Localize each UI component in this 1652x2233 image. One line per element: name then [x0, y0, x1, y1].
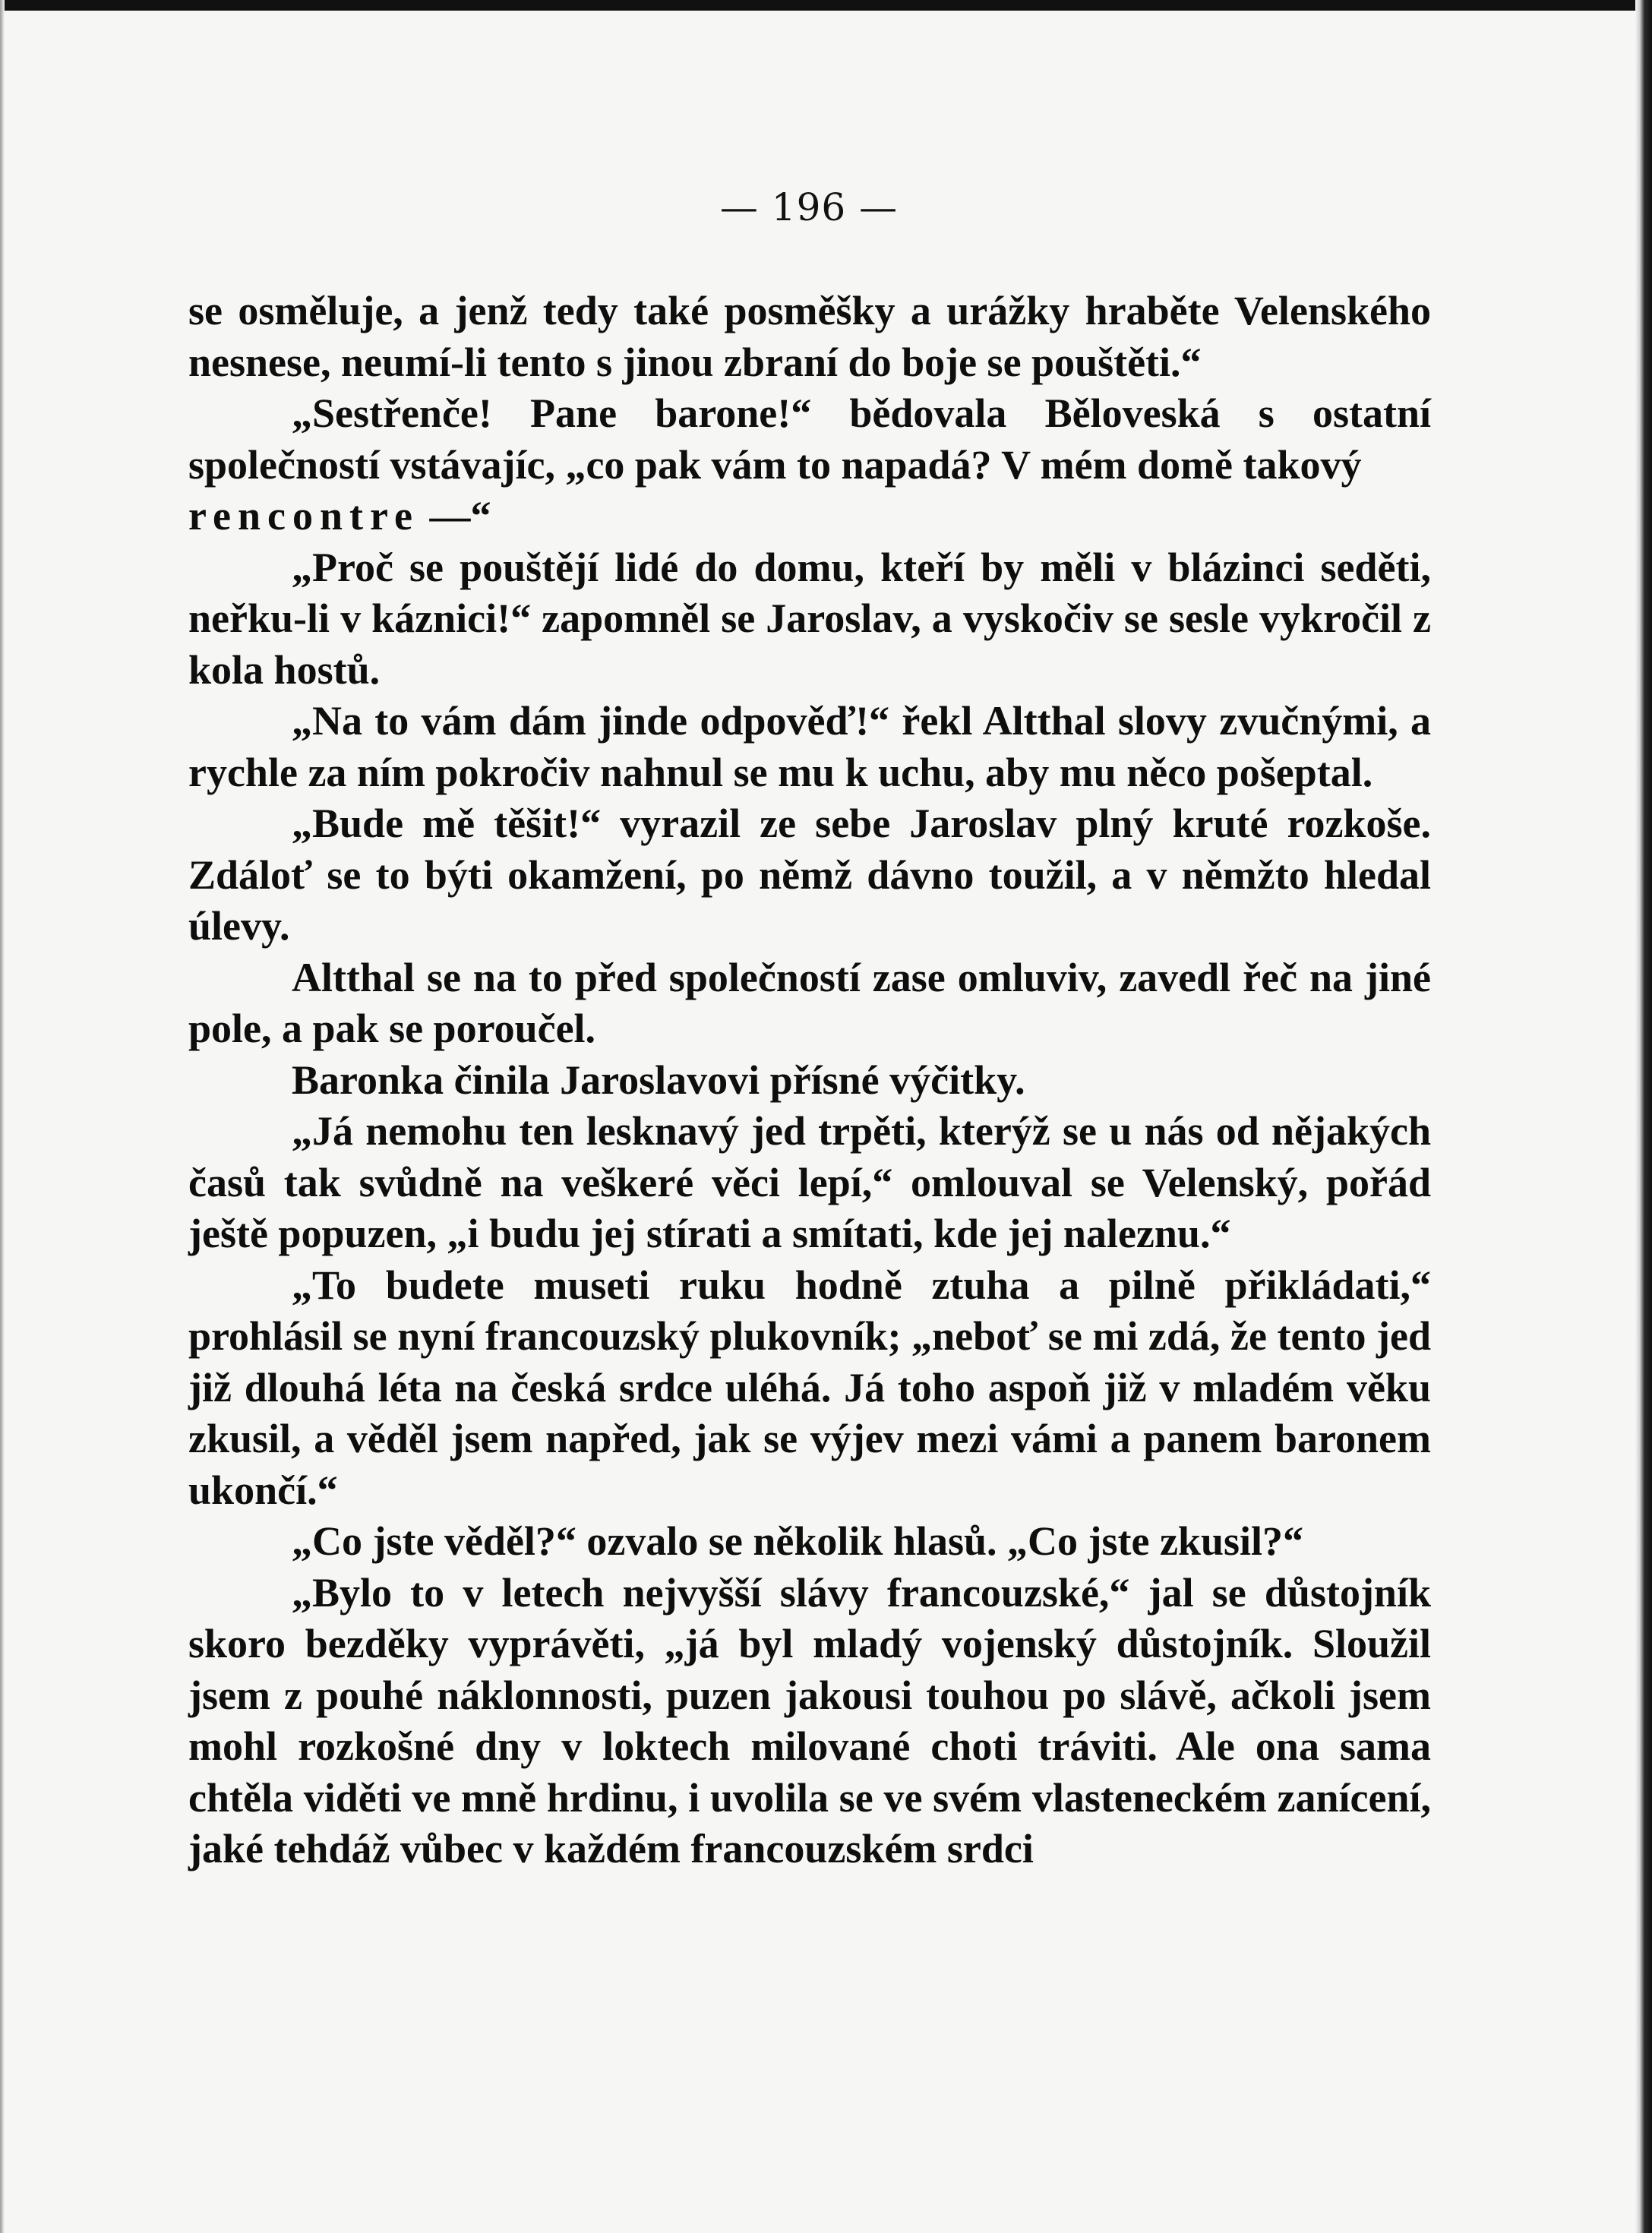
- paragraph: se osměluje, a jenž tedy také posměšky a urážky hraběte Velenského nesnese, neumí-li tento s jinou zbraní do boje se pouštěti.“: [188, 288, 1431, 385]
- paragraph: Baronka činila Jaroslavovi přísné výčitky.: [292, 1056, 1025, 1103]
- body-text: [188, 286, 1431, 1875]
- spaced-word: rencontre: [188, 493, 419, 539]
- page-number: — 196 —: [719, 185, 899, 229]
- scan-border-top: [0, 0, 1652, 11]
- paragraph: „Na to vám dám jinde odpověď!“ řekl Altthal slovy zvučnými, a rychle za ním pokročiv nahnul se mu k uchu, aby mu něco pošeptal.: [188, 698, 1431, 795]
- paragraph: „Bylo to v letech nejvyšší slávy francouzské,“ jal se důstojník skoro bezděky vyprávěti, „já byl mladý vojenský důstojník. Sloužil jsem z pouhé náklonnosti, puzen jakousi touhou po slávě, ačkoli jsem mohl rozkošné dny v loktech milované choti tráviti. Ale ona sama chtěla viděti ve mně hrdinu, i uvolila se ve svém vlasteneckém zanícení, jaké tehdáž vůbec v každém francouzském srdci: [188, 1569, 1431, 1871]
- paragraph-tail: —“: [419, 493, 491, 539]
- paragraph: „Bude mě těšit!“ vyrazil ze sebe Jaroslav plný kruté rozkoše. Zdáloť se to býti okamžení, po němž dávno toužil, a v němžto hledal úlevy.: [188, 801, 1431, 949]
- paragraph: [188, 491, 1431, 542]
- paragraph: „Já nemohu ten lesknavý jed trpěti, kterýž se u nás od nějakých časů tak svůdně na veškeré věci lepí,“ omlouval se Velenský, pořád ještě popuzen, „i budu jej stírati a smítati, kde jej naleznu.“: [188, 1108, 1431, 1256]
- scan-border-right: [1635, 0, 1652, 2233]
- paragraph: „Proč se pouštějí lidé do domu, kteří by měli v blázinci seděti, neřku-li v káznici!“ zapomněl se Jaroslav, a vyskočiv se sesle vykročil z kola hostů.: [188, 544, 1431, 693]
- paragraph: Altthal se na to před společností zase omluviv, zavedl řeč na jiné pole, a pak se poroučel.: [188, 954, 1431, 1051]
- paragraph: „To budete museti ruku hodně ztuha a pilně přikládati,“ prohlásil se nyní francouzský plukovník; „neboť se mi zdá, že tento jed již dlouhá léta na česká srdce uléhá. Já toho aspoň již v mladém věku zkusil, a věděl jsem napřed, jak se výjev mezi vámi a panem baronem ukončí.“: [188, 1262, 1431, 1513]
- paragraph: „Sestřenče! Pane barone!“ bědovala Běloveská s ostatní společností vstávajíc, „co pak vám to napadá? V mém domě takový: [188, 390, 1431, 488]
- scan-border-left: [0, 0, 5, 2233]
- paragraph: „Co jste věděl?“ ozvalo se několik hlasů. „Co jste zkusil?“: [292, 1518, 1304, 1564]
